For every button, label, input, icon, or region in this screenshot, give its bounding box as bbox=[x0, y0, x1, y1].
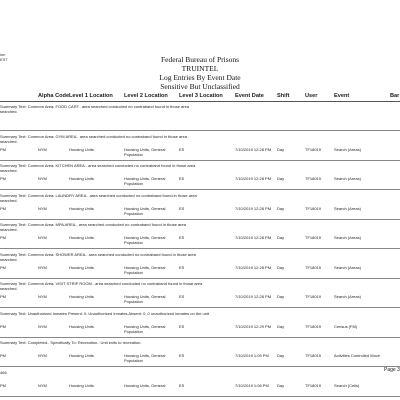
event-type: Search (Areas) bbox=[334, 176, 361, 181]
row-divider bbox=[0, 189, 400, 190]
row-divider bbox=[0, 219, 400, 220]
event-date: 7/10/2019 12:28 PM bbox=[235, 235, 272, 240]
event-date: 7/10/2019 1:06 PM bbox=[235, 382, 269, 388]
summary-tail: searched. bbox=[0, 109, 18, 114]
alpha-code: NYM bbox=[38, 205, 47, 211]
level3-location: ES bbox=[179, 264, 185, 270]
shift: Day bbox=[277, 382, 285, 388]
col-event-date: Event Date bbox=[235, 93, 264, 99]
level2-location-line2: Population bbox=[124, 358, 143, 363]
level2-location: Housing Units, General bbox=[124, 146, 166, 152]
level3-location: ES bbox=[179, 294, 185, 299]
shift: Day bbox=[277, 205, 285, 211]
alpha-code: NYM bbox=[38, 264, 47, 270]
level1-location: Housing Units bbox=[69, 264, 94, 270]
system-title: TRUINTEL bbox=[181, 64, 219, 73]
col-level3: Level 3 Location bbox=[179, 93, 223, 99]
level1-location: Housing Units bbox=[69, 235, 94, 240]
summary-tail: searched. bbox=[0, 197, 18, 203]
event-date: 7/10/2019 12:28 PM bbox=[235, 264, 272, 270]
user-id: TF18019 bbox=[305, 205, 322, 211]
summary-text: Summary Text: Common Area: LAUNDRY AREA.. area searched conducted no contraband found in those area bbox=[0, 192, 197, 198]
level2-location: Housing Units, General bbox=[124, 264, 166, 270]
user-id: TF18019 bbox=[305, 146, 322, 152]
page-number: Page 3 bbox=[384, 367, 400, 373]
classification-label: Sensitive But Unclassified bbox=[160, 82, 240, 91]
level2-location-line2: Population bbox=[124, 151, 143, 157]
level2-location: Housing Units, General bbox=[124, 235, 166, 240]
summary-tail: searched. bbox=[0, 256, 18, 262]
shift: Day bbox=[277, 146, 285, 152]
level1-location: Housing Units bbox=[69, 353, 94, 358]
col-level2: Level 2 Location bbox=[124, 93, 168, 99]
level2-location-line2: Population bbox=[124, 269, 143, 275]
row-divider bbox=[0, 248, 400, 249]
col-alpha-code: Alpha Code bbox=[38, 93, 70, 99]
level3-location: ES bbox=[179, 205, 185, 211]
event-date: 7/10/2019 12:28 PM bbox=[235, 176, 272, 181]
report-title: Log Entries By Event Date bbox=[159, 73, 241, 82]
level1-location: Housing Units bbox=[69, 205, 94, 211]
user-id: TF18019 bbox=[305, 264, 322, 270]
alpha-code: NYM bbox=[38, 176, 47, 181]
row-divider bbox=[0, 337, 400, 338]
corner-line-1: ion bbox=[0, 52, 6, 57]
summary-text: Summary Text: Common Area: VISIT STRIP ROOM.. area searched conducted no contraband found in those area bbox=[0, 281, 203, 286]
shift: Day bbox=[277, 264, 285, 270]
user-id: TF18019 bbox=[305, 323, 322, 329]
level3-location: ES bbox=[179, 382, 185, 388]
event-date: 7/10/2019 12:29 PM bbox=[235, 323, 272, 329]
summary-text: Summary Text: Common Area: SHOWER AREA.. area searched conducted no contraband found in those area bbox=[0, 251, 196, 257]
shift: Day bbox=[277, 235, 285, 240]
event-type: Search (Areas) bbox=[334, 294, 361, 299]
event-type: Activities Controlled Move bbox=[334, 353, 381, 358]
shift: Day bbox=[277, 353, 285, 358]
event-date: 7/10/2019 12:28 PM bbox=[235, 294, 272, 299]
row-divider bbox=[0, 130, 400, 131]
footer-left-text: 466 bbox=[0, 370, 7, 375]
level2-location: Housing Units, General bbox=[124, 323, 166, 329]
level3-location: ES bbox=[179, 146, 185, 152]
user-id: TF18019 bbox=[305, 176, 322, 181]
time-suffix: PM bbox=[0, 146, 6, 152]
level2-location-line2: Population bbox=[124, 181, 143, 186]
time-suffix: PM bbox=[0, 323, 6, 329]
summary-text: Summary Text: Common Area: MPA AREA.. area searched conducted no contraband found in those area bbox=[0, 222, 186, 227]
event-type: Search (Areas) bbox=[334, 146, 361, 152]
header-rule bbox=[0, 101, 400, 102]
corner-line-2: EST bbox=[0, 57, 8, 62]
summary-tail: searched. bbox=[0, 138, 18, 144]
level2-location-line2: Population bbox=[124, 240, 143, 245]
col-user: User bbox=[305, 93, 318, 99]
event-type: Census (FM) bbox=[334, 323, 358, 329]
level3-location: ES bbox=[179, 176, 185, 181]
alpha-code: NYM bbox=[38, 146, 47, 152]
event-type: Search (Cells) bbox=[334, 382, 360, 388]
event-date: 7/10/2019 12:28 PM bbox=[235, 205, 272, 211]
level2-location: Housing Units, General bbox=[124, 294, 166, 299]
summary-text: Summary Text: Unauthorized Inmates Present: 0, Unauthorized Inmates Absent: 0, 0 unauthorized inmates on the unit bbox=[0, 310, 209, 316]
user-id: TF18019 bbox=[305, 235, 322, 240]
event-date: 7/10/2019 12:28 PM bbox=[235, 146, 272, 152]
level3-location: ES bbox=[179, 235, 185, 240]
level3-location: ES bbox=[179, 323, 185, 329]
col-event: Event bbox=[334, 93, 350, 99]
level1-location: Housing Units bbox=[69, 294, 94, 299]
summary-text: Summary Text: Common Area: GYM AREA.. area searched conducted no contraband found in those area bbox=[0, 133, 187, 139]
alpha-code: NYM bbox=[38, 235, 47, 240]
summary-text: Summary Text: Completed.. Specifically To: Recreation.. Unit exits to recreation. bbox=[0, 340, 142, 345]
level1-location: Housing Units bbox=[69, 382, 94, 388]
level1-location: Housing Units bbox=[69, 176, 94, 181]
shift: Day bbox=[277, 294, 285, 299]
user-id: TF18019 bbox=[305, 294, 322, 299]
time-suffix: PM bbox=[0, 205, 6, 211]
user-id: TF18019 bbox=[305, 382, 322, 388]
event-date: 7/10/2019 1:05 PM bbox=[235, 353, 269, 358]
level2-location-line2: Population bbox=[124, 210, 143, 216]
level2-location: Housing Units, General bbox=[124, 353, 166, 358]
time-suffix: PM bbox=[0, 235, 6, 240]
time-suffix: PM bbox=[0, 382, 6, 388]
shift: Day bbox=[277, 323, 285, 329]
level2-location-line2: Population bbox=[124, 328, 143, 334]
level1-location: Housing Units bbox=[69, 146, 94, 152]
summary-text: Summary Text: Common Area: FOOD CART.. area searched conducted no contraband found in those area bbox=[0, 104, 190, 109]
level1-location: Housing Units bbox=[69, 323, 94, 329]
level3-location: ES bbox=[179, 353, 185, 358]
summary-tail: searched. bbox=[0, 286, 18, 291]
alpha-code: NYM bbox=[38, 323, 47, 329]
row-divider bbox=[0, 396, 400, 397]
event-type: Search (Areas) bbox=[334, 235, 361, 240]
event-type: Search (Areas) bbox=[334, 205, 361, 211]
col-ban: Bar bbox=[390, 93, 400, 99]
level2-location: Housing Units, General bbox=[124, 176, 166, 181]
alpha-code: NYM bbox=[38, 353, 47, 358]
row-divider bbox=[0, 366, 400, 367]
user-id: TF18019 bbox=[305, 353, 322, 358]
time-suffix: PM bbox=[0, 176, 6, 181]
col-shift: Shift bbox=[277, 93, 290, 99]
time-suffix: PM bbox=[0, 264, 6, 270]
level2-location: Housing Units, General bbox=[124, 382, 166, 388]
level2-location: Housing Units, General bbox=[124, 205, 166, 211]
summary-tail: searched. bbox=[0, 168, 18, 173]
alpha-code: NYM bbox=[38, 382, 47, 388]
row-divider bbox=[0, 160, 400, 161]
level2-location-line2: Population bbox=[124, 299, 143, 304]
time-suffix: PM bbox=[0, 353, 6, 358]
summary-tail: searched. bbox=[0, 227, 18, 232]
summary-text: Summary Text: Common Area: KITCHEN AREA.. area searched conducted no contraband found in those area bbox=[0, 163, 196, 168]
row-divider bbox=[0, 307, 400, 308]
alpha-code: NYM bbox=[38, 294, 47, 299]
agency-title: Federal Bureau of Prisons bbox=[160, 55, 240, 64]
row-divider bbox=[0, 278, 400, 279]
col-level1: Level 1 Location bbox=[69, 93, 113, 99]
shift: Day bbox=[277, 176, 285, 181]
event-type: Search (Areas) bbox=[334, 264, 361, 270]
time-suffix: PM bbox=[0, 294, 6, 299]
